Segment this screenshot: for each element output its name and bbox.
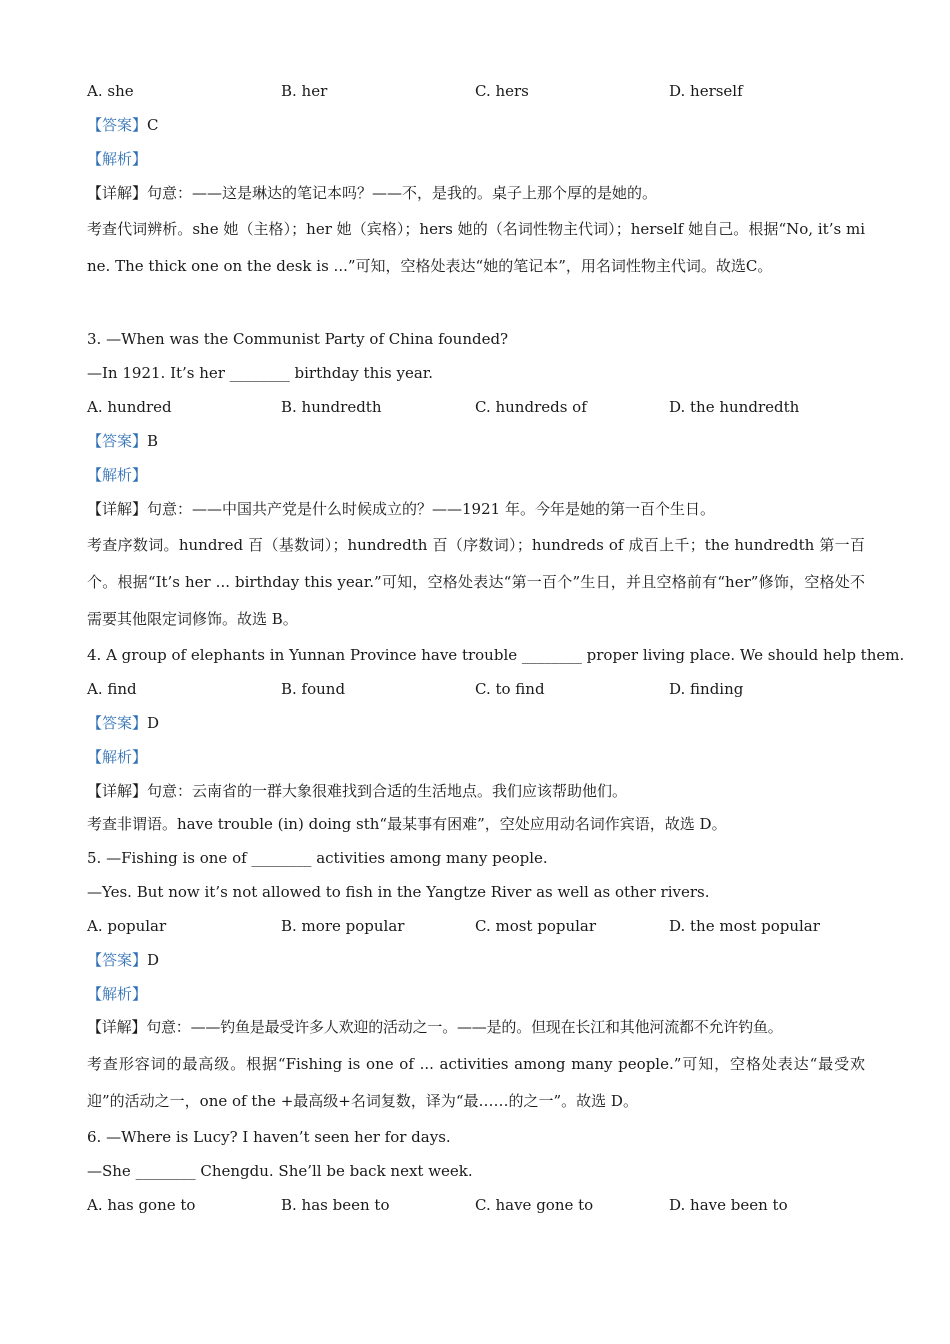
q6-option-b: B. has been to (281, 1196, 390, 1214)
q5-analysis-label: 【解析】 (87, 985, 148, 1003)
q6-option-c: C. have gone to (475, 1196, 594, 1214)
q6-question: 6. —Where is Lucy? I haven’t seen her for days. (87, 1128, 451, 1146)
q3-analysis-label: 【解析】 (87, 466, 148, 484)
q4-detail: 【详解】句意：云南省的一群大象很难找到合适的生活地点。我们应该帮助他们。 (87, 782, 628, 800)
answer-label: 【答案】 (87, 951, 148, 969)
q5-question: 5. —Fishing is one of ________ activities among many people. (87, 849, 548, 867)
q2-option-c: C. hers (475, 82, 529, 100)
q2-option-b: B. her (281, 82, 328, 100)
q2-option-d: D. herself (669, 82, 743, 100)
q3-option-d: D. the hundredth (669, 398, 800, 416)
q6-option-a: A. has gone to (87, 1196, 196, 1214)
q4-option-c: C. to find (475, 680, 545, 698)
q3-reply: —In 1921. It’s her ________ birthday this year. (87, 364, 434, 382)
answer-value: B (147, 432, 159, 450)
q3-explanation: 考查序数词。hundred 百（基数词）；hundredth 百（序数词）；hundreds of 成百上千；the hundredth 第一百个。根据“It’s her ... birthday this year.”可知，空格处表达“第一百个”生日，并且空格前有“her”修饰，空格处不需要其他限定词修饰。故选 B。 (87, 536, 865, 628)
q3-option-b: B. hundredth (281, 398, 382, 416)
q4-explanation: 考查非谓语。have trouble (in) doing sth“最某事有困难”，空处应用动名词作宾语，故选 D。 (87, 815, 727, 833)
q3-detail: 【详解】句意：——中国共产党是什么时候成立的？——1921 年。今年是她的第一百个生日。 (87, 500, 715, 518)
q2-option-a: A. she (87, 82, 134, 100)
q5-option-d: D. the most popular (669, 917, 820, 935)
answer-label: 【答案】 (87, 714, 148, 732)
q2-answer (87, 115, 159, 135)
q5-option-c: C. most popular (475, 917, 597, 935)
answer-label: 【答案】 (87, 432, 148, 450)
q3-option-a: A. hundred (87, 398, 172, 416)
q5-option-b: B. more popular (281, 917, 405, 935)
q2-explanation: 考查代词辨析。she 她（主格）；her 她（宾格）；hers 她的（名词性物主代词）；herself 她自己。根据“No, it’s mine. The thick one on the desk is ...”可知，空格处表达“她的笔记本”，用名词性物主代词。故选C。 (87, 220, 865, 275)
answer-value: D (147, 714, 160, 732)
q4-question: 4. A group of elephants in Yunnan Province have trouble ________ proper living place. We should help them. (87, 646, 905, 664)
q4-option-b: B. found (281, 680, 346, 698)
q5-reply: —Yes. But now it’s not allowed to fish in the Yangtze River as well as other rivers. (87, 883, 710, 901)
answer-value: C (147, 116, 159, 134)
q6-option-d: D. have been to (669, 1196, 788, 1214)
q6-reply: —She ________ Chengdu. She’ll be back next week. (87, 1162, 473, 1180)
q5-detail: 【详解】句意：——钓鱼是最受许多人欢迎的活动之一。——是的。但现在长江和其他河流都不允许钓鱼。 (87, 1018, 783, 1036)
answer-value: D (147, 951, 160, 969)
q3-option-c: C. hundreds of (475, 398, 587, 416)
q4-option-d: D. finding (669, 680, 744, 698)
q2-detail: 【详解】句意：——这是琳达的笔记本吗？——不，是我的。桌子上那个厚的是她的。 (87, 184, 658, 202)
q4-analysis-label: 【解析】 (87, 748, 148, 766)
q2-analysis-label: 【解析】 (87, 150, 148, 168)
q3-answer (87, 431, 158, 451)
q5-explanation: 考查形容词的最高级。根据“Fishing is one of ... activities among many people.”可知，空格处表达“最受欢迎”的活动之一，one of the +最高级+名词复数，译为“最……的之一”。故选 D。 (87, 1055, 865, 1110)
q3-question: 3. —When was the Communist Party of China founded? (87, 330, 509, 348)
q5-option-a: A. popular (87, 917, 167, 935)
q4-answer (87, 713, 159, 733)
answer-label: 【答案】 (87, 116, 148, 134)
q4-option-a: A. find (87, 680, 137, 698)
q5-answer (87, 950, 159, 970)
